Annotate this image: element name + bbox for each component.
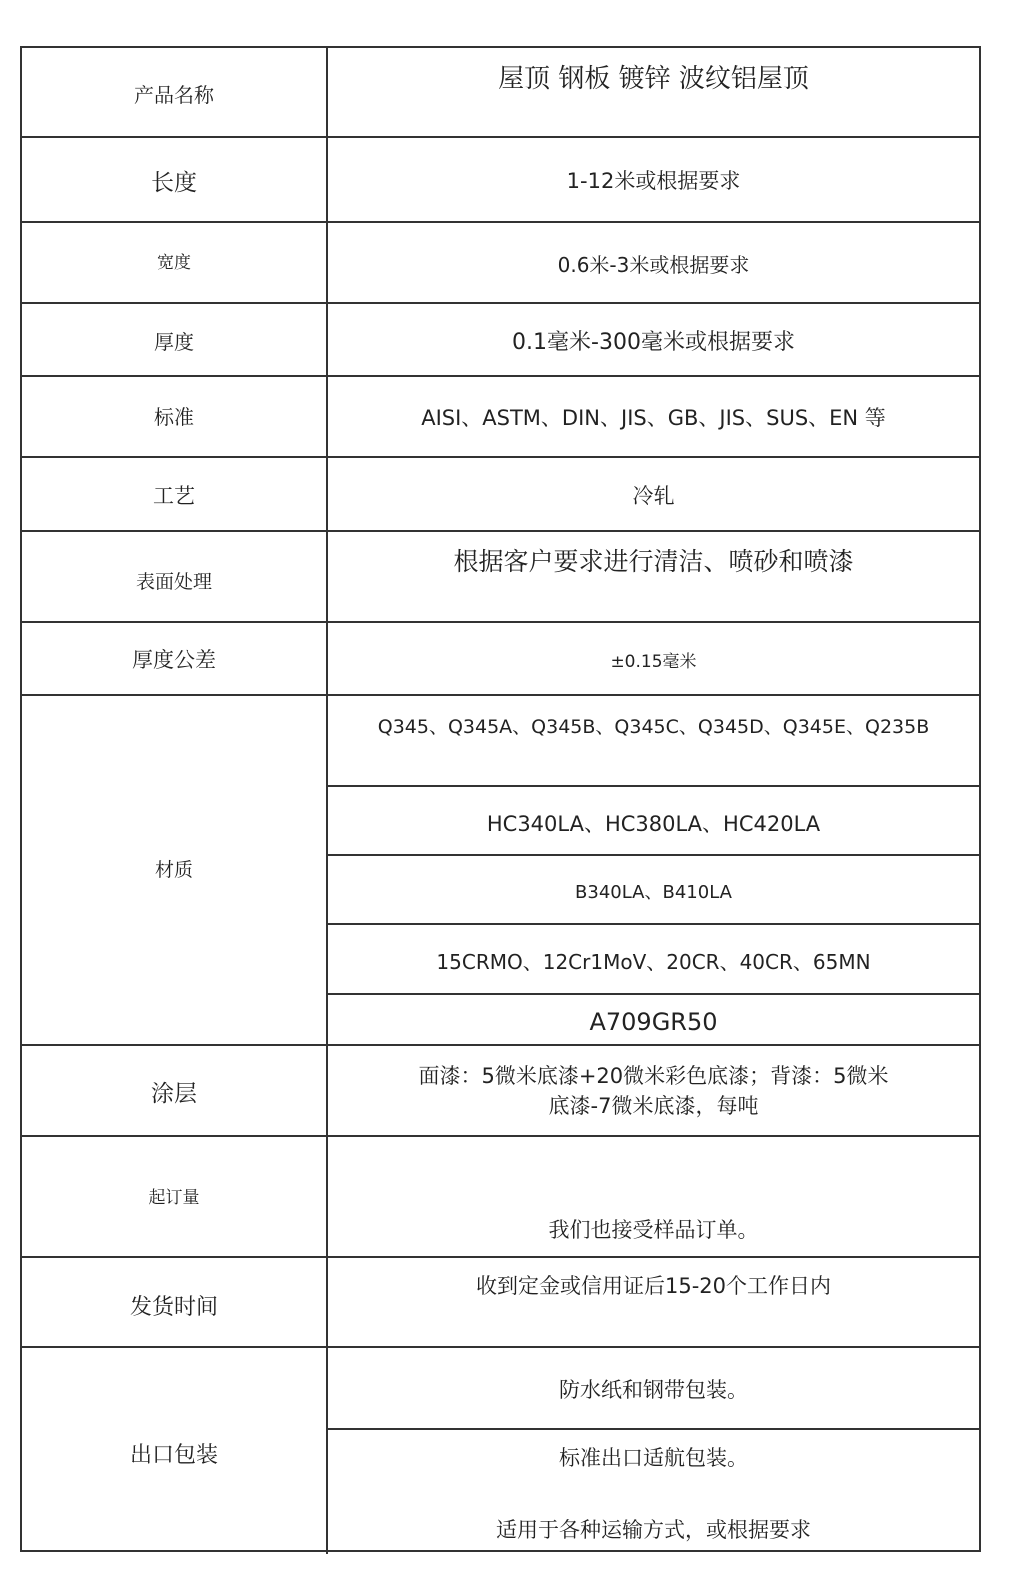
product-name-text: 屋顶 钢板 镀锌 波纹铝屋顶 [498,64,809,94]
moq-text: 我们也接受样品订单。 [548,1218,759,1242]
surface-text: 根据客户要求进行清洁、喷砂和喷漆 [453,547,854,576]
packing-line-1 [328,1348,979,1430]
row-moq [22,1135,979,1257]
row-length [22,136,979,222]
standard-value: AISI、ASTM、DIN、JIS、GB、JIS、SUS、EN 等 [421,406,886,430]
row-packing [22,1346,979,1554]
width-value: 0.6米-3米或根据要求 [557,252,750,277]
material-line-3 [328,854,979,925]
row-thickness [22,302,979,376]
material-text-2: HC340LA、HC380LA、HC420LA [486,811,821,836]
tolerance-label: 厚度公差 [22,623,328,695]
tolerance-value: ±0.15毫米 [610,651,697,672]
spec-table [20,46,981,1552]
material-label: 材质 [22,696,328,1046]
coating-value [328,1046,979,1136]
packing-label: 出口包装 [22,1348,328,1554]
row-standard [22,375,979,457]
row-product-name [22,48,979,138]
material-text-4: 15CRMO、12Cr1MoV、20CR、40CR、65MN [436,949,871,974]
surface-label: 表面处理 [22,532,328,622]
thickness-value: 0.1毫米-300毫米或根据要求 [512,329,795,355]
surface-value [328,532,979,622]
packing-text-3: 适用于各种运输方式，或根据要求 [496,1518,811,1542]
length-label: 长度 [22,138,328,222]
material-line-4 [328,923,979,995]
material-line-2 [328,785,979,856]
material-text-3: B340LA、B410LA [575,881,732,903]
material-text-5: A709GR50 [589,1007,718,1036]
coating-text-line2: 底漆-7微米底漆，每吨 [548,1094,759,1118]
material-line-1 [328,696,979,787]
standard-label: 标准 [22,377,328,457]
length-value: 1-12米或根据要求 [566,169,741,193]
material-text-1: Q345、Q345A、Q345B、Q345C、Q345D、Q345E、Q235B [377,716,930,738]
process-value: 冷轧 [632,483,675,508]
row-process [22,456,979,531]
row-material [22,694,979,1046]
moq-value [328,1137,979,1257]
packing-text-1: 防水纸和钢带包装。 [559,1378,748,1402]
row-delivery [22,1256,979,1347]
delivery-text: 收到定金或信用证后15-20个工作日内 [475,1274,832,1298]
packing-text-2: 标准出口适航包装。 [559,1446,748,1470]
row-coating [22,1044,979,1136]
product-name-label: 产品名称 [22,48,328,138]
delivery-value [328,1258,979,1347]
packing-line-2 [328,1428,979,1554]
row-tolerance [22,621,979,695]
thickness-label: 厚度 [22,304,328,376]
material-line-5 [328,993,979,1048]
width-label: 宽度 [22,223,328,303]
delivery-label: 发货时间 [22,1258,328,1347]
moq-label: 起订量 [22,1137,328,1257]
coating-text-line1: 面漆：5微米底漆+20微米彩色底漆；背漆：5微米 [418,1063,889,1088]
product-name-value [328,48,979,138]
row-width [22,221,979,303]
coating-label: 涂层 [22,1046,328,1136]
process-label: 工艺 [22,458,328,531]
row-surface [22,530,979,622]
